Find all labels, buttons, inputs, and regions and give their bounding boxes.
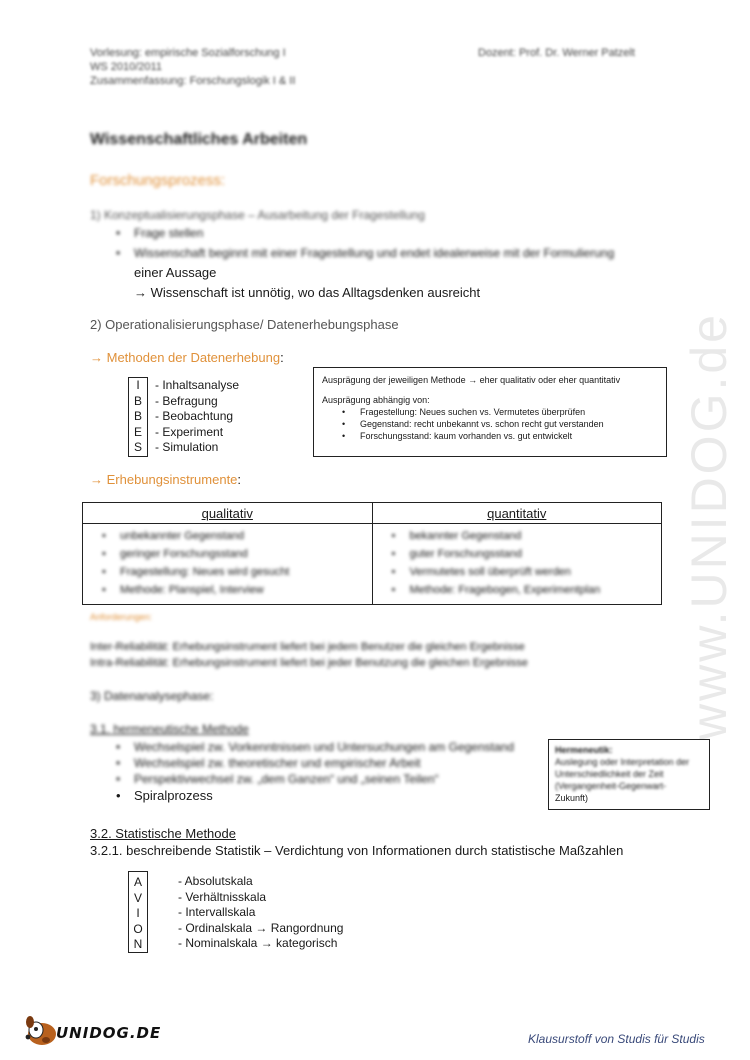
watermark: www.UNIDOG.de <box>681 312 737 740</box>
list-item: • Wechselspiel zw. theoretischer und empirischer Arbeit <box>108 755 548 771</box>
scale-item: - Ordinalskala → Rangordnung <box>178 920 344 935</box>
scale-item: - Absolutskala <box>178 874 253 888</box>
methods-list <box>155 378 239 456</box>
list-item: • Wechselspiel zw. Vorkenntnissen und Untersuchungen am Gegenstand <box>108 739 548 755</box>
list-item: • bekannter Gegenstand <box>384 527 661 545</box>
method-letters-box <box>128 377 148 457</box>
table-header-quantitativ: quantitativ <box>372 503 662 524</box>
header-left <box>90 46 295 88</box>
list-item: • Fragestellung: Neues wird gesucht <box>94 563 371 581</box>
phase1-continuation: einer Aussage <box>134 265 217 280</box>
hermeneutics-heading: 3.1. hermeneutische Methode <box>90 722 249 736</box>
phase1-arrow-text: → Wissenschaft ist unnötig, wo das Alltagsdenken ausreicht <box>134 285 481 300</box>
header-line-2: WS 2010/2011 <box>90 61 162 73</box>
requirement-intra: Intra-Reliabilität: Erhebungsinstrument liefert bei jeder Benutzung die gleichen Ergebnisse <box>90 657 528 669</box>
method-info-line1: Ausprägung der jeweiligen Methode → eher qualitativ oder eher quantitativ <box>322 375 621 385</box>
phase1-heading: 1) Konzeptualisierungsphase – Ausarbeitung der Fragestellung <box>90 208 425 222</box>
list-item: • geringer Forschungsstand <box>94 545 371 563</box>
scale-letter: O <box>133 921 143 936</box>
scale-item: - Nominalskala → kategorisch <box>178 936 338 950</box>
scale-letters-box <box>128 871 148 953</box>
method-letter: E <box>133 424 142 439</box>
phase3-heading: 3) Datenanalysephase: <box>90 689 214 703</box>
descriptive-statistics-line: 3.2.1. beschreibende Statistik – Verdichtung von Informationen durch statistische Maßzahlen <box>90 843 624 858</box>
list-item: • Methode: Fragebogen, Experimentplan <box>384 581 661 599</box>
method-item: - Befragung <box>155 393 218 408</box>
list-item: • Fragestellung: Neues suchen vs. Vermutetes überprüfen <box>334 406 658 418</box>
footer-tagline: Klausurstoff von Studis für Studis <box>528 1032 705 1046</box>
header-line-3: Zusammenfassung: Forschungslogik I & II <box>90 75 296 87</box>
phase1-bullets <box>108 225 668 261</box>
list-item: • Methode: Planspiel, Interview <box>94 581 371 599</box>
list-item: • Frage stellen <box>108 225 668 241</box>
requirements-heading: Anforderungen: <box>90 612 153 622</box>
scales-list <box>178 874 343 952</box>
scale-letter: I <box>136 906 140 920</box>
note-title: Hermeneutik: <box>555 745 613 755</box>
method-item: - Experiment <box>155 424 224 439</box>
scale-item: - Verhältnisskala <box>178 889 267 904</box>
method-item: - Inhaltsanalyse <box>155 378 240 392</box>
hermeneutics-bullets <box>108 739 548 804</box>
note-line: Auslegung oder Interpretation der <box>555 757 690 767</box>
table-header-qualitativ: qualitativ <box>83 503 373 524</box>
section-forschungsprozess: Forschungsprozess: <box>90 172 226 189</box>
header-right: Dozent: Prof. Dr. Werner Patzelt <box>478 47 635 59</box>
footer-logo-text: UNIDOG.DE <box>56 1024 162 1042</box>
scale-letter: A <box>133 875 142 889</box>
header-line-1: Vorlesung: empirische Sozialforschung I <box>90 47 286 59</box>
instruments-heading-colon: : <box>237 472 242 487</box>
page-title: Wissenschaftliches Arbeiten <box>90 131 308 148</box>
list-item: • unbekannter Gegenstand <box>94 527 371 545</box>
scale-item: - Intervallskala <box>178 905 256 919</box>
method-letter: S <box>133 440 142 454</box>
footer-logo[interactable] <box>22 1012 162 1048</box>
scale-letter: N <box>133 937 143 951</box>
methods-heading-colon: : <box>280 350 284 365</box>
qualitativ-list <box>84 525 371 603</box>
hermeneutics-note-box <box>548 739 710 810</box>
method-item: - Beobachtung <box>155 409 234 423</box>
method-item: - Simulation <box>155 440 219 454</box>
method-info-box <box>313 367 667 457</box>
list-item: • Gegenstand: recht unbekannt vs. schon recht gut verstanden <box>334 418 658 430</box>
methods-heading-line <box>90 349 284 366</box>
method-letter: I <box>136 378 140 392</box>
method-letter: B <box>133 409 142 423</box>
instruments-table <box>82 502 662 605</box>
methods-heading: → Methoden der Datenerhebung <box>90 350 281 365</box>
method-letter: B <box>133 393 142 408</box>
note-line: (Vergangenheit-Gegenwart- <box>555 781 667 791</box>
instruments-heading-line <box>90 471 241 488</box>
method-info-line2: Ausprägung abhängig von: <box>322 395 430 405</box>
note-line: Unterschiedlichkeit der Zeit <box>555 769 664 779</box>
list-item: • Forschungsstand: kaum vorhanden vs. gut entwickelt <box>334 430 658 442</box>
phase2-heading: 2) Operationalisierungsphase/ Datenerhebungsphase <box>90 317 399 332</box>
method-info-bullets <box>334 406 658 442</box>
statistics-heading: 3.2. Statistische Methode <box>90 826 236 841</box>
instruments-heading: → Erhebungsinstrumente <box>90 472 238 487</box>
quantitativ-list <box>374 525 661 603</box>
list-item: • Perspektivwechsel zw. „dem Ganzen“ und „seinen Teilen“ <box>108 771 548 787</box>
note-last-line: Zukunft) <box>555 793 589 803</box>
list-item: • Wissenschaft beginnt mit einer Fragestellung und endet idealerweise mit der Formulierung <box>108 245 668 261</box>
list-item: • Vermutetes soll überprüft werden <box>384 563 661 581</box>
list-item: • Spiralprozess <box>108 787 548 804</box>
list-item: • guter Forschungsstand <box>384 545 661 563</box>
scale-letter: V <box>133 890 142 905</box>
requirement-inter: Inter-Reliabilität: Erhebungsinstrument liefert bei jedem Benutzer die gleichen Ergebnisse <box>90 641 525 653</box>
